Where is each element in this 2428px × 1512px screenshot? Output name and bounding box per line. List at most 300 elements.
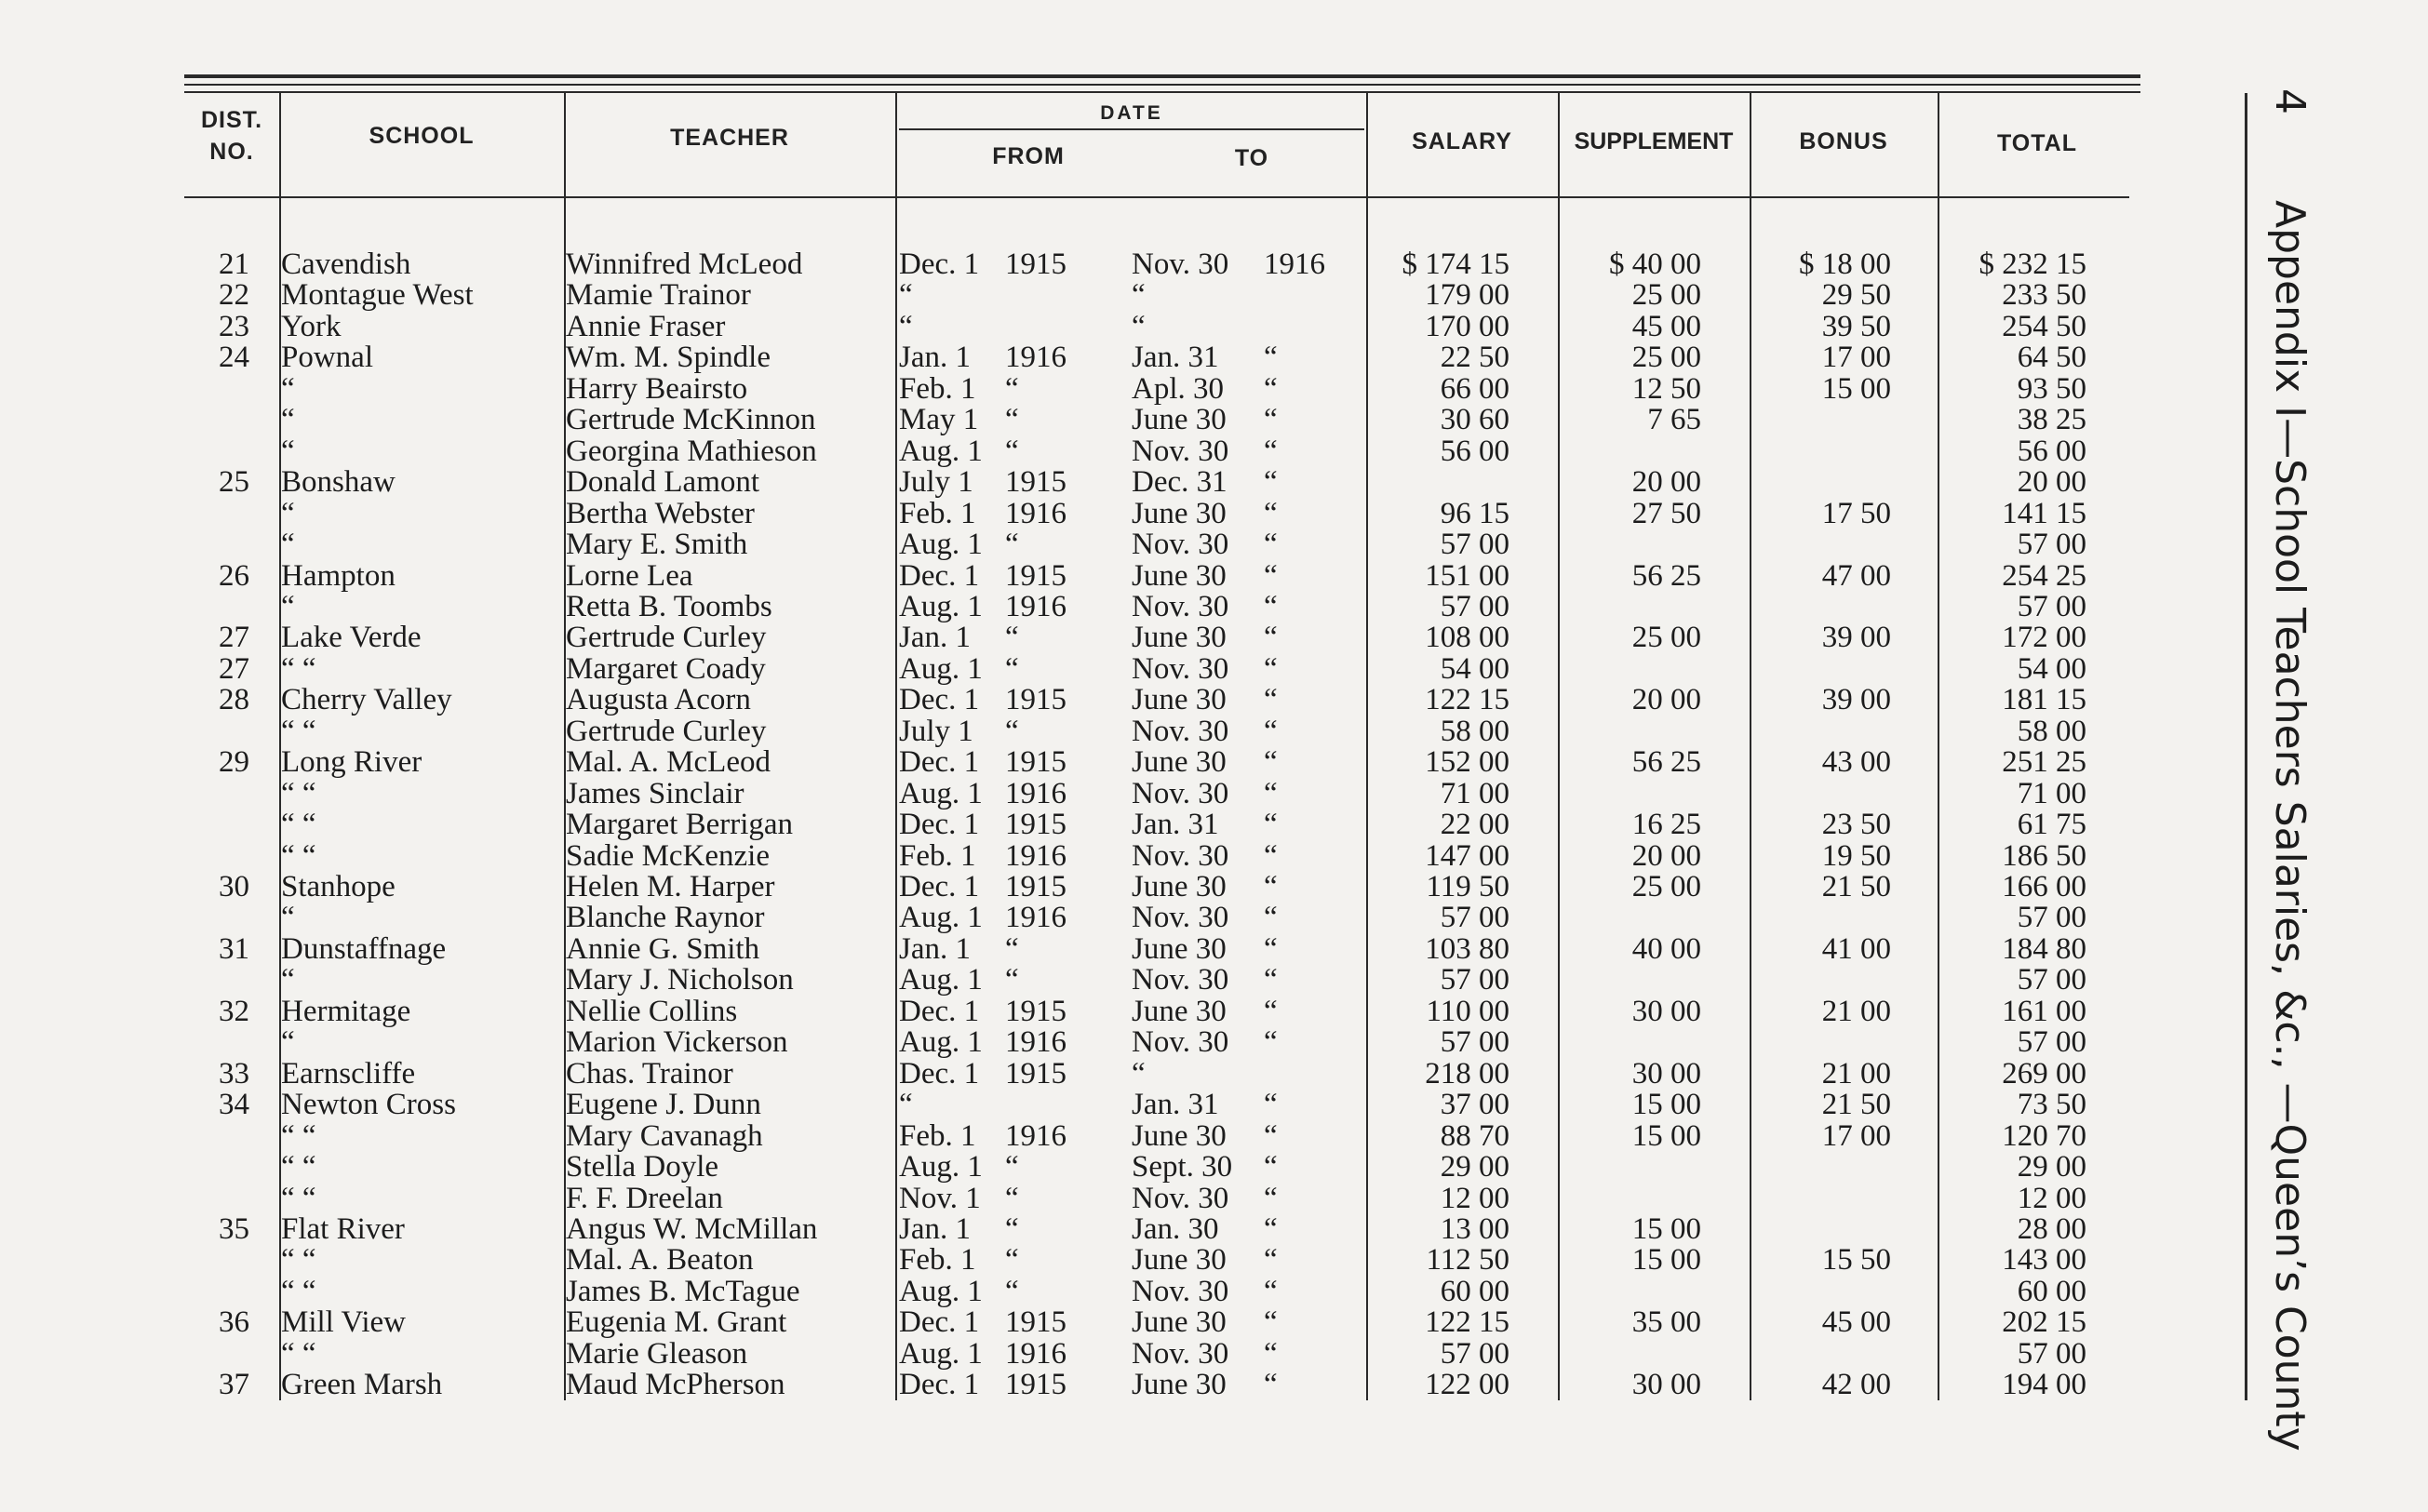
to-date-cell: Nov. 30 (1132, 589, 1229, 623)
to-date-cell: June 30 (1132, 745, 1227, 780)
supplement-cell: 15 00 (1631, 1243, 1701, 1278)
teacher-cell: Margaret Coady (566, 651, 766, 686)
teacher-cell: Harry Beairsto (566, 371, 748, 406)
to-date-cell: Nov. 30 (1132, 248, 1229, 281)
from-year-cell: 1915 (1005, 465, 1066, 500)
teacher-cell: Donald Lamont (566, 465, 760, 500)
school-cell: “ “ (281, 1118, 316, 1153)
from-year-cell: 1916 (1005, 838, 1066, 873)
table-row (0, 405, 2428, 435)
teacher-cell: Retta B. Toombs (566, 589, 772, 623)
side-title (2261, 88, 2317, 1452)
salary-cell: 110 00 (1426, 994, 1509, 1028)
table-row (0, 249, 2428, 280)
table-row (0, 1274, 2428, 1308)
to-year-cell: “ (1264, 621, 1278, 655)
school-cell: “ “ (281, 808, 316, 842)
to-year-cell: “ (1264, 776, 1278, 810)
to-date-cell: June 30 (1132, 1243, 1227, 1278)
teacher-cell: Eugene J. Dunn (566, 1088, 761, 1122)
school-cell: Flat River (281, 1211, 405, 1246)
salary-cell: 37 00 (1440, 1088, 1509, 1122)
table-row (0, 436, 2428, 467)
supplement-cell: 25 00 (1631, 278, 1701, 313)
bonus-cell: 42 00 (1821, 1368, 1891, 1402)
from-year-cell: 1916 (1005, 1025, 1066, 1060)
total-cell: 202 15 (2002, 1305, 2086, 1340)
salary-cell: 122 00 (1425, 1368, 1509, 1402)
teacher-cell: James Sinclair (566, 776, 744, 810)
header-salary: SALARY (1412, 128, 1512, 154)
to-date-cell: June 30 (1132, 1305, 1227, 1340)
table-row (0, 529, 2428, 560)
to-date-cell: Nov. 30 (1132, 1336, 1229, 1371)
from-date-cell: Nov. 1 (899, 1181, 981, 1215)
header-total: TOTAL (1996, 130, 2077, 156)
to-year-cell: “ (1264, 528, 1278, 562)
salary-cell: $ 174 15 (1402, 248, 1509, 281)
header-from: FROM (992, 143, 1065, 169)
table-row (0, 1181, 2428, 1215)
from-year-cell: “ (1005, 1243, 1019, 1278)
bonus-cell: 15 50 (1821, 1243, 1891, 1278)
side-rule (2245, 93, 2247, 1400)
teacher-cell: Annie Fraser (566, 309, 726, 343)
teacher-cell: Eugenia M. Grant (566, 1305, 787, 1340)
salary-cell: 147 00 (1425, 838, 1509, 873)
page-number: 4 (2266, 88, 2314, 114)
school-cell: “ “ (281, 1150, 316, 1184)
salary-cell: 22 00 (1440, 808, 1509, 842)
total-cell: 141 15 (2002, 496, 2086, 530)
table-row (0, 1336, 2428, 1371)
from-date-cell: Aug. 1 (899, 434, 983, 468)
school-cell: Hermitage (281, 994, 411, 1028)
total-cell: $ 232 15 (1979, 248, 2086, 281)
salary-cell: 57 00 (1440, 963, 1509, 997)
from-year-cell: “ (1005, 371, 1019, 406)
salary-cell: 170 00 (1425, 309, 1509, 343)
teacher-cell: Chas. Trainor (566, 1056, 733, 1091)
to-date-cell: Jan. 31 (1132, 808, 1219, 842)
school-cell: Cherry Valley (281, 683, 452, 717)
table-row (0, 589, 2428, 623)
to-year-cell: “ (1264, 1088, 1278, 1122)
teacher-cell: Margaret Berrigan (566, 808, 794, 842)
header-date: DATE (1100, 102, 1163, 124)
from-year-cell: 1915 (1005, 1056, 1066, 1091)
school-cell: “ “ (281, 1181, 316, 1215)
salary-cell: 58 00 (1440, 714, 1509, 748)
salary-cell: 122 15 (1425, 1305, 1509, 1340)
table-row (0, 342, 2428, 373)
table-row (0, 1090, 2428, 1120)
to-date-cell: June 30 (1132, 870, 1227, 903)
to-date-cell: June 30 (1132, 994, 1227, 1028)
supplement-cell: 20 00 (1631, 683, 1701, 717)
salary-cell: 57 00 (1440, 1336, 1509, 1371)
to-date-cell: June 30 (1132, 558, 1227, 593)
supplement-cell: 30 00 (1631, 1368, 1701, 1402)
to-year-cell: “ (1264, 1150, 1278, 1184)
teacher-cell: Annie G. Smith (566, 931, 760, 966)
from-date-cell: Dec. 1 (899, 808, 980, 842)
to-date-cell: “ (1132, 309, 1146, 343)
from-year-cell: 1915 (1005, 870, 1066, 903)
supplement-cell: 25 00 (1631, 870, 1701, 903)
salary-cell: 13 00 (1440, 1211, 1509, 1246)
dist-no-cell: 30 (219, 870, 249, 903)
table-row (0, 685, 2428, 716)
total-cell: 57 00 (2017, 901, 2086, 935)
supplement-cell: 20 00 (1631, 465, 1701, 500)
salary-cell: 29 00 (1440, 1150, 1509, 1184)
total-cell: 181 15 (2002, 683, 2086, 717)
school-cell: Lake Verde (281, 621, 422, 655)
to-year-cell: “ (1264, 1368, 1278, 1402)
total-cell: 143 00 (2002, 1243, 2086, 1278)
dist-no-cell: 35 (219, 1211, 249, 1246)
to-date-cell: Nov. 30 (1132, 528, 1229, 562)
school-cell: Mill View (281, 1305, 406, 1340)
to-year-cell: “ (1264, 1336, 1278, 1371)
to-year-cell: “ (1264, 1274, 1278, 1308)
teacher-cell: Mal. A. Beaton (566, 1243, 754, 1278)
to-year-cell: “ (1264, 1211, 1278, 1246)
header-dist-line1: DIST. (200, 107, 263, 133)
bonus-cell: 17 00 (1821, 341, 1891, 375)
supplement-cell: $ 40 00 (1609, 248, 1701, 281)
total-cell: 269 00 (2002, 1056, 2086, 1091)
bonus-cell: $ 18 00 (1799, 248, 1891, 281)
to-year-cell: “ (1264, 683, 1278, 717)
from-year-cell: 1916 (1005, 1336, 1066, 1371)
table-row (0, 496, 2428, 530)
bonus-cell: 21 00 (1821, 994, 1891, 1028)
school-cell: Stanhope (281, 870, 396, 903)
supplement-cell: 15 00 (1631, 1211, 1701, 1246)
from-year-cell: 1915 (1005, 683, 1066, 717)
from-year-cell: “ (1005, 1150, 1019, 1184)
to-year-cell: “ (1264, 870, 1278, 903)
school-cell: “ (281, 371, 295, 406)
to-date-cell: June 30 (1132, 683, 1227, 717)
from-date-cell: Dec. 1 (899, 1368, 980, 1402)
total-cell: 93 50 (2017, 371, 2086, 406)
bonus-cell: 19 50 (1821, 838, 1891, 873)
bonus-cell: 15 00 (1821, 371, 1891, 406)
salary-cell: 57 00 (1440, 589, 1509, 623)
bonus-cell: 47 00 (1821, 558, 1891, 593)
from-year-cell: “ (1005, 1181, 1019, 1215)
from-date-cell: July 1 (899, 714, 973, 748)
school-cell: Earnscliffe (281, 1056, 416, 1091)
salary-cell: 179 00 (1425, 278, 1509, 313)
from-date-cell: Aug. 1 (899, 1336, 983, 1371)
from-date-cell: Feb. 1 (899, 496, 976, 530)
from-year-cell: 1916 (1005, 776, 1066, 810)
school-cell: “ (281, 528, 295, 562)
from-date-cell: Dec. 1 (899, 745, 980, 780)
from-date-cell: Dec. 1 (899, 1305, 980, 1340)
from-year-cell: 1915 (1005, 1305, 1066, 1340)
teacher-cell: Nellie Collins (566, 994, 738, 1028)
from-date-cell: Feb. 1 (899, 371, 976, 406)
from-date-cell: May 1 (899, 403, 979, 437)
teacher-cell: Maud McPherson (566, 1368, 785, 1402)
salary-cell: 119 50 (1426, 870, 1509, 903)
to-year-cell: “ (1264, 745, 1278, 780)
supplement-cell: 56 25 (1631, 558, 1701, 593)
dist-no-cell: 26 (219, 558, 249, 593)
from-year-cell: “ (1005, 403, 1019, 437)
salary-cell: 103 80 (1425, 931, 1509, 966)
total-cell: 60 00 (2017, 1274, 2086, 1308)
from-date-cell: Feb. 1 (899, 1243, 976, 1278)
table-row (0, 1152, 2428, 1183)
to-date-cell: June 30 (1132, 496, 1227, 530)
salary-cell: 12 00 (1440, 1181, 1509, 1215)
total-cell: 29 00 (2017, 1150, 2086, 1184)
bonus-cell: 45 00 (1821, 1305, 1891, 1340)
total-cell: 38 25 (2017, 403, 2086, 437)
to-date-cell: Nov. 30 (1132, 901, 1229, 935)
teacher-cell: Stella Doyle (566, 1150, 719, 1184)
teacher-cell: Bertha Webster (566, 496, 755, 530)
table-row (0, 622, 2428, 653)
to-date-cell: Jan. 31 (1132, 1088, 1219, 1122)
bonus-cell: 21 50 (1821, 870, 1891, 903)
salary-cell: 152 00 (1425, 745, 1509, 780)
school-cell: Dunstaffnage (281, 931, 447, 966)
teacher-cell: Georgina Mathieson (566, 434, 817, 468)
from-date-cell: Dec. 1 (899, 994, 980, 1028)
table-row (0, 558, 2428, 593)
teacher-cell: Marie Gleason (566, 1336, 748, 1371)
dist-no-cell: 24 (219, 341, 249, 375)
salary-cell: 57 00 (1440, 901, 1509, 935)
to-year-cell: “ (1264, 341, 1278, 375)
total-cell: 57 00 (2017, 1025, 2086, 1060)
salary-cell: 218 00 (1425, 1056, 1509, 1091)
to-date-cell: June 30 (1132, 403, 1227, 437)
salary-cell: 57 00 (1440, 1025, 1509, 1060)
total-cell: 254 25 (2002, 558, 2086, 593)
from-date-cell: Aug. 1 (899, 589, 983, 623)
header-to: TO (1234, 145, 1269, 171)
school-cell: “ “ (281, 1336, 316, 1371)
to-year-cell: “ (1264, 651, 1278, 686)
teacher-cell: Lorne Lea (566, 558, 693, 593)
teacher-cell: Mamie Trainor (566, 278, 751, 313)
total-cell: 12 00 (2017, 1181, 2086, 1215)
dist-no-cell: 23 (219, 309, 249, 343)
teacher-cell: Augusta Acorn (566, 683, 751, 717)
salary-cell: 96 15 (1440, 496, 1509, 530)
supplement-cell: 15 00 (1631, 1118, 1701, 1153)
to-year-cell: “ (1264, 496, 1278, 530)
to-date-cell: Nov. 30 (1132, 714, 1229, 748)
from-year-cell: 1915 (1005, 745, 1066, 780)
table-row (0, 1118, 2428, 1153)
from-date-cell: Aug. 1 (899, 901, 983, 935)
dist-no-cell: 31 (219, 931, 249, 966)
from-date-cell: Aug. 1 (899, 528, 983, 562)
from-date-cell: Aug. 1 (899, 1150, 983, 1184)
from-year-cell: “ (1005, 714, 1019, 748)
from-date-cell: Aug. 1 (899, 1274, 983, 1308)
bonus-cell: 21 50 (1821, 1088, 1891, 1122)
to-date-cell: June 30 (1132, 1368, 1227, 1402)
table-row (0, 280, 2428, 311)
supplement-cell: 16 25 (1631, 808, 1701, 842)
to-year-cell: 1916 (1264, 248, 1325, 281)
to-year-cell: “ (1264, 963, 1278, 997)
total-cell: 186 50 (2002, 838, 2086, 873)
dist-no-cell: 37 (219, 1368, 249, 1402)
from-year-cell: “ (1005, 1274, 1019, 1308)
to-date-cell: Nov. 30 (1132, 1181, 1229, 1215)
dist-no-cell: 27 (219, 621, 249, 655)
bonus-cell: 17 00 (1821, 1118, 1891, 1153)
dist-no-cell: 34 (219, 1088, 249, 1122)
from-date-cell: Aug. 1 (899, 1025, 983, 1060)
table-row (0, 716, 2428, 747)
table-row (0, 1056, 2428, 1091)
teacher-cell: Mary J. Nicholson (566, 963, 794, 997)
from-year-cell: 1916 (1005, 589, 1066, 623)
teacher-cell: Blanche Raynor (566, 901, 765, 935)
table-row (0, 467, 2428, 498)
to-date-cell: Nov. 30 (1132, 651, 1229, 686)
school-cell: Long River (281, 745, 423, 780)
salary-cell: 108 00 (1425, 621, 1509, 655)
to-date-cell: Sept. 30 (1132, 1150, 1233, 1184)
header-teacher: TEACHER (670, 125, 789, 151)
total-cell: 57 00 (2017, 963, 2086, 997)
to-date-cell: Nov. 30 (1132, 434, 1229, 468)
to-date-cell: “ (1132, 1056, 1146, 1091)
to-year-cell: “ (1264, 589, 1278, 623)
table-row (0, 903, 2428, 933)
to-year-cell: “ (1264, 714, 1278, 748)
total-cell: 58 00 (2017, 714, 2086, 748)
to-date-cell: Nov. 30 (1132, 776, 1229, 810)
dist-no-cell: 21 (219, 248, 249, 281)
school-cell: Newton Cross (281, 1088, 456, 1122)
to-date-cell: Jan. 31 (1132, 341, 1219, 375)
to-year-cell: “ (1264, 808, 1278, 842)
from-year-cell: 1915 (1005, 994, 1066, 1028)
from-date-cell: July 1 (899, 465, 973, 500)
from-date-cell: Feb. 1 (899, 1118, 976, 1153)
table-row (0, 994, 2428, 1028)
to-year-cell: “ (1264, 371, 1278, 406)
from-date-cell: Aug. 1 (899, 776, 983, 810)
supplement-cell: 45 00 (1631, 309, 1701, 343)
table-row (0, 931, 2428, 966)
dist-no-cell: 32 (219, 994, 249, 1028)
from-date-cell: Dec. 1 (899, 683, 980, 717)
to-year-cell: “ (1264, 1305, 1278, 1340)
school-cell: Montague West (281, 278, 474, 313)
teacher-cell: Mal. A. McLeod (566, 745, 771, 780)
salary-cell: 60 00 (1440, 1274, 1509, 1308)
salary-cell: 71 00 (1440, 776, 1509, 810)
salary-cell: 112 50 (1426, 1243, 1509, 1278)
from-year-cell: “ (1005, 1211, 1019, 1246)
to-date-cell: June 30 (1132, 621, 1227, 655)
total-cell: 73 50 (2017, 1088, 2086, 1122)
school-cell: “ (281, 496, 295, 530)
bonus-cell: 21 00 (1821, 1056, 1891, 1091)
to-date-cell: “ (1132, 278, 1146, 313)
teacher-cell: Mary E. Smith (566, 528, 748, 562)
supplement-cell: 56 25 (1631, 745, 1701, 780)
salary-cell: 22 50 (1440, 341, 1509, 375)
to-year-cell: “ (1264, 558, 1278, 593)
bonus-cell: 23 50 (1821, 808, 1891, 842)
teacher-cell: Wm. M. Spindle (566, 341, 771, 375)
from-year-cell: 1915 (1005, 248, 1066, 281)
from-date-cell: Jan. 1 (899, 341, 971, 375)
total-cell: 172 00 (2002, 621, 2086, 655)
to-year-cell: “ (1264, 1181, 1278, 1215)
dist-no-cell: 22 (219, 278, 249, 313)
school-cell: “ “ (281, 714, 316, 748)
table-row (0, 371, 2428, 406)
dist-no-cell: 36 (219, 1305, 249, 1340)
total-cell: 194 00 (2002, 1368, 2086, 1402)
header-supplement: SUPPLEMENT (1574, 128, 1734, 154)
dist-no-cell: 27 (219, 651, 249, 686)
from-year-cell: 1916 (1005, 901, 1066, 935)
school-cell: York (281, 309, 342, 343)
table-row (0, 872, 2428, 903)
supplement-cell: 15 00 (1631, 1088, 1701, 1122)
teacher-cell: Gertrude Curley (566, 621, 767, 655)
from-year-cell: 1916 (1005, 1118, 1066, 1153)
bonus-cell: 39 00 (1821, 621, 1891, 655)
supplement-cell: 7 65 (1647, 403, 1701, 437)
to-year-cell: “ (1264, 901, 1278, 935)
total-cell: 57 00 (2017, 1336, 2086, 1371)
from-year-cell: 1915 (1005, 558, 1066, 593)
table-row (0, 1370, 2428, 1400)
total-cell: 56 00 (2017, 434, 2086, 468)
teacher-cell: Helen M. Harper (566, 870, 775, 903)
school-cell: “ (281, 1025, 295, 1060)
school-cell: Bonshaw (281, 465, 396, 500)
supplement-cell: 20 00 (1631, 838, 1701, 873)
school-cell: Cavendish (281, 248, 411, 281)
salary-cell: 151 00 (1425, 558, 1509, 593)
school-cell: “ (281, 434, 295, 468)
table-row (0, 1245, 2428, 1276)
school-cell: “ “ (281, 838, 316, 873)
supplement-cell: 30 00 (1631, 994, 1701, 1028)
to-year-cell: “ (1264, 1118, 1278, 1153)
table-row (0, 1211, 2428, 1246)
teacher-cell: Gertrude Curley (566, 714, 767, 748)
bonus-cell: 17 50 (1821, 496, 1891, 530)
teacher-cell: Winnifred McLeod (566, 248, 803, 281)
dist-no-cell: 29 (219, 745, 249, 780)
table-row (0, 309, 2428, 343)
total-cell: 166 00 (2002, 870, 2086, 903)
school-cell: “ (281, 589, 295, 623)
from-year-cell: 1915 (1005, 808, 1066, 842)
